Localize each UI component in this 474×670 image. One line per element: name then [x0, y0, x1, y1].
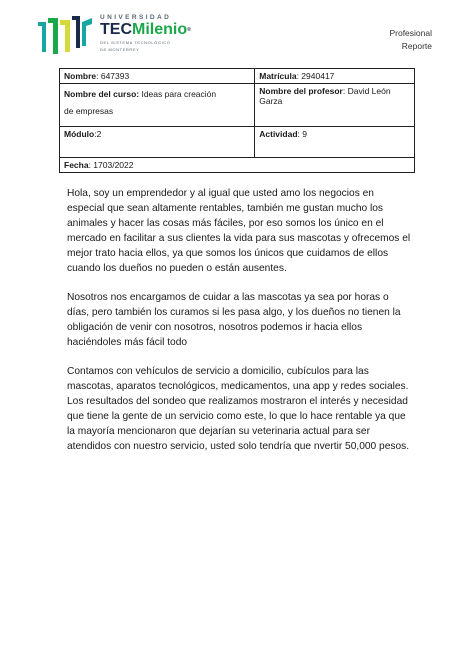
logo-tec-text: TEC: [100, 21, 132, 38]
student-info-table: [59, 68, 415, 173]
logo-brand: [100, 22, 191, 38]
profesional-label: Profesional: [389, 28, 432, 38]
logo-system-line-2: DE MONTERREY: [100, 47, 140, 52]
cell-fecha: [60, 158, 415, 173]
cell-matricula: [255, 69, 415, 84]
reporte-label: Reporte: [401, 41, 432, 51]
tecmilenio-emblem-icon: [36, 12, 96, 56]
matricula-label: Matrícula: [259, 71, 297, 81]
cell-actividad: [255, 127, 415, 158]
document-body: [67, 186, 412, 468]
university-logo: [36, 12, 191, 56]
cell-profesor: [255, 84, 415, 127]
fecha-label: Fecha: [64, 160, 89, 170]
row-fecha: [60, 158, 415, 173]
nombre-value: : 647393: [96, 71, 130, 81]
row-curso: [60, 84, 415, 127]
profesor-value: : David León Garza: [259, 86, 391, 106]
logo-wordmark: [100, 14, 191, 52]
logo-registered-mark: ®: [187, 27, 191, 33]
modulo-value: :2: [94, 129, 102, 139]
fecha-value: : 1703/2022: [88, 160, 134, 170]
actividad-label: Actividad: [259, 129, 298, 139]
modulo-label: Módulo: [64, 129, 95, 139]
curso-value-line-2: de empresas: [64, 106, 114, 116]
logo-system-line-1: DEL SISTEMA TECNOLÓGICO: [100, 40, 171, 45]
body-paragraph-3: Contamos con vehículos de servicio a domicilio, cubículos para las mascotas, aparatos tecnológicos, medicamentos, una app y redes sociales. Los resultados del sondeo que realizamos mostraron el interés y necesidad que tiene la gente de un servicio como este, lo que lo hace rentable ya que la mayoría mencionaron que dejarían su veterinaria actual para ser atendidos con nuestro servicio, usted solo tendría que nvertir 50,000 pesos.: [67, 366, 410, 452]
document-type-label: [389, 27, 432, 53]
nombre-label: Nombre: [64, 71, 97, 81]
profesor-label: Nombre del profesor: [259, 86, 343, 96]
matricula-value: : 2940417: [296, 71, 335, 81]
cell-curso: [60, 84, 255, 127]
logo-milenio-text: Milenio: [132, 21, 188, 38]
cell-nombre: [60, 69, 255, 84]
logo-university-text: UNIVERSIDAD: [100, 14, 172, 21]
cell-modulo: [60, 127, 255, 158]
body-paragraph-2: Nosotros nos encargamos de cuidar a las mascotas ya sea por horas o días, pero también los curamos si les pasa algo, y los dueños no tienen la obligación de venir con nosotros, nosotros podemos ir hacia ellos haciéndoles más fácil todo: [67, 292, 401, 348]
row-nombre: [60, 69, 415, 84]
curso-label: Nombre del curso:: [64, 89, 140, 99]
actividad-value: : 9: [297, 129, 307, 139]
row-modulo: [60, 127, 415, 158]
body-paragraph-1: Hola, soy un emprendedor y al igual que usted amo los negocios en especial que sean altamente rentables, también me gustan mucho los animales y hacer las cosas más fáciles, por eso somos los único en el mercado en facilitar a sus clientes la vida para sus mascotas y ofrecemos el mejor trato hacia ellos, ya que somos los únicos que cuidamos de ellos cuando los dueños no pueden o están ausentes.: [67, 188, 411, 274]
curso-value-line-1: Ideas para creación: [139, 89, 217, 99]
